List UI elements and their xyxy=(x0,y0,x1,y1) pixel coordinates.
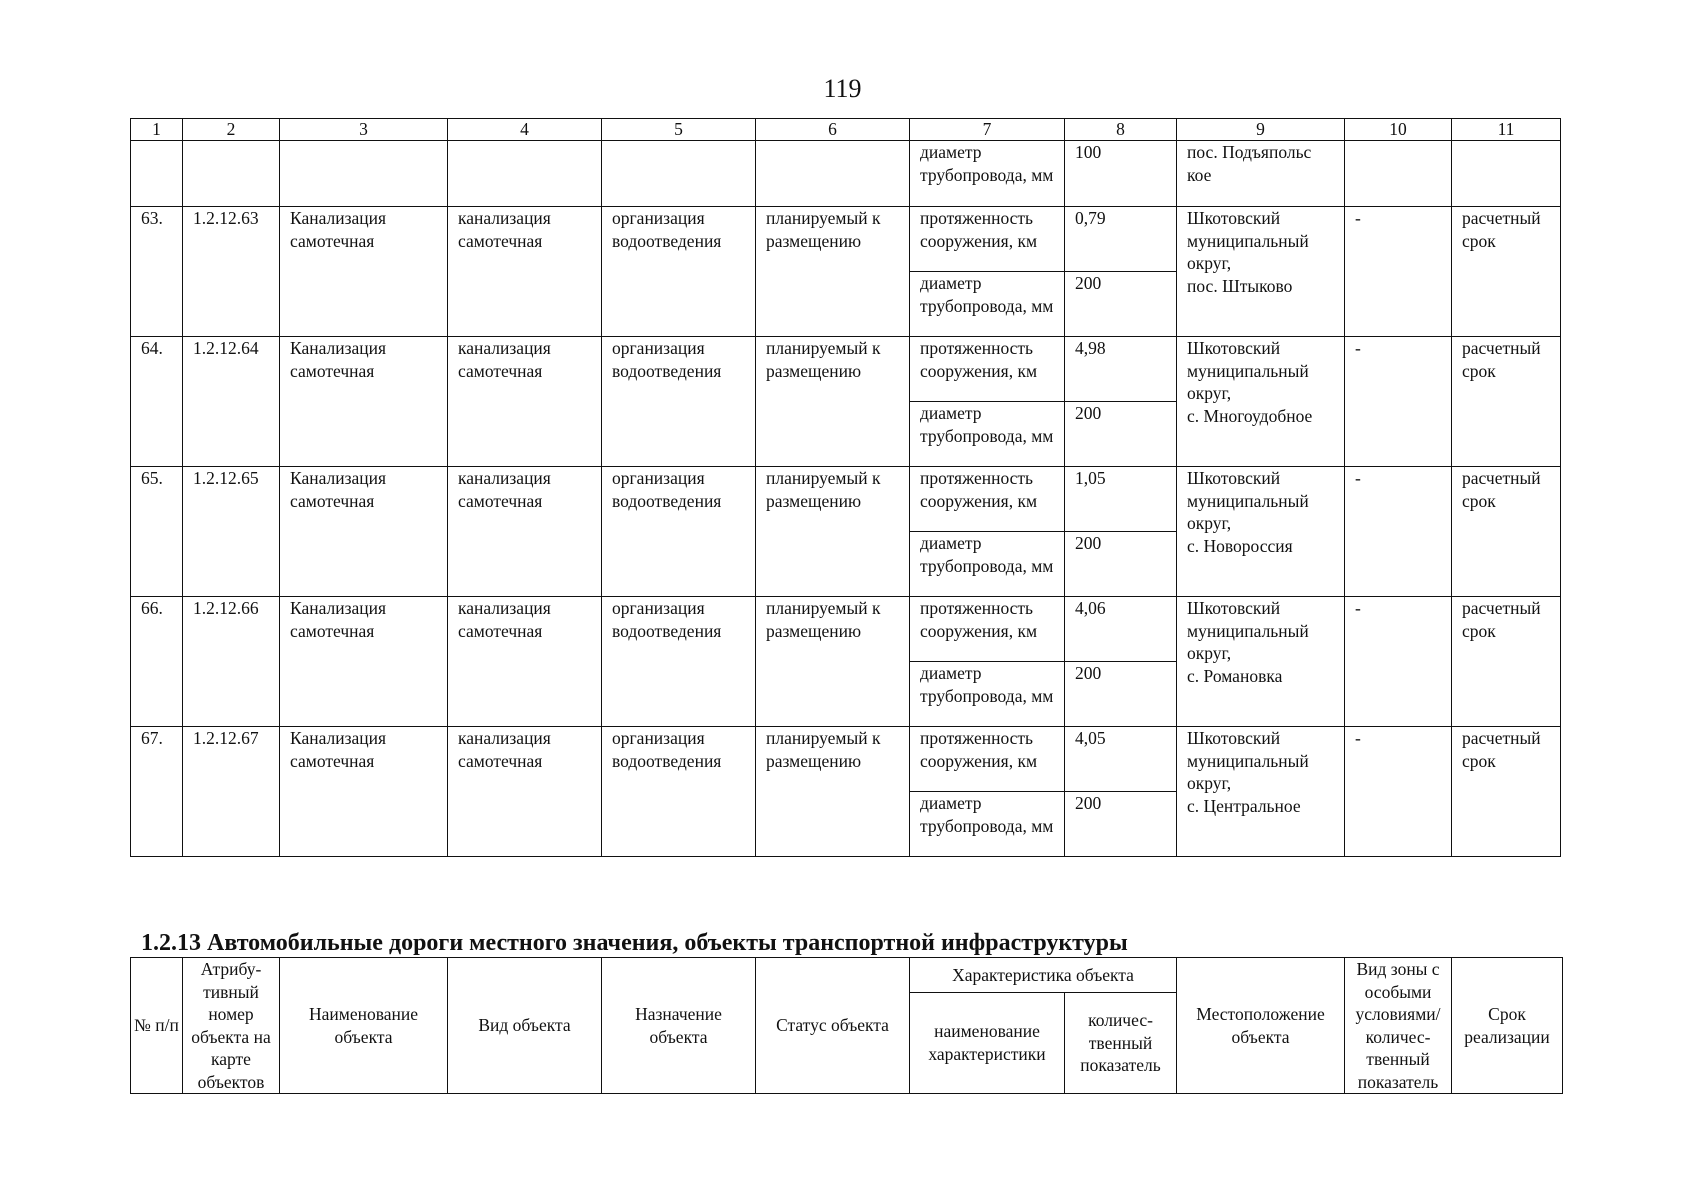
characteristic-value: 200 xyxy=(1065,272,1177,337)
object-status: планируемый к размещению xyxy=(756,337,910,467)
object-name: Канализация самотечная xyxy=(280,727,448,857)
header-purpose: Назначение объекта xyxy=(602,958,756,1094)
row-number: 63. xyxy=(131,207,183,337)
implementation-term: расчетный срок xyxy=(1452,467,1561,597)
location-district: Шкотовский муниципальный округ, xyxy=(1187,468,1309,533)
zone-value: - xyxy=(1345,467,1452,597)
zone-value: - xyxy=(1345,727,1452,857)
header-name: Наименование объекта xyxy=(280,958,448,1094)
location-locality: с. Романовка xyxy=(1187,665,1283,686)
characteristic-value: 200 xyxy=(1065,402,1177,467)
object-name: Канализация самотечная xyxy=(280,337,448,467)
characteristic-name: протяженность сооружения, км xyxy=(910,467,1065,532)
header-status: Статус объекта xyxy=(756,958,910,1094)
characteristic-value: 4,05 xyxy=(1065,727,1177,792)
object-kind: канализация самотечная xyxy=(448,207,602,337)
section-title: 1.2.13 Автомобильные дороги местного значения, объекты транспортной инфраструктуры xyxy=(141,930,1128,956)
continuation-row xyxy=(131,141,1561,207)
characteristic-name: протяженность сооружения, км xyxy=(910,337,1065,402)
object-location xyxy=(1177,597,1345,727)
page-number: 119 xyxy=(823,74,862,103)
object-kind: канализация самотечная xyxy=(448,727,602,857)
attribute-number: 1.2.12.63 xyxy=(183,207,280,337)
characteristic-name: диаметр трубопровода, мм xyxy=(910,272,1065,337)
column-number: 4 xyxy=(448,119,602,141)
characteristic-value: 0,79 xyxy=(1065,207,1177,272)
object-kind: канализация самотечная xyxy=(448,337,602,467)
table-row xyxy=(131,467,1561,532)
object-purpose: организация водоотведения xyxy=(602,727,756,857)
header-location: Местоположение объекта xyxy=(1177,958,1345,1094)
header-char-name: наименование характеристики xyxy=(910,992,1065,1093)
object-purpose: организация водоотведения xyxy=(602,467,756,597)
characteristic-value: 4,98 xyxy=(1065,337,1177,402)
characteristic-name: протяженность сооружения, км xyxy=(910,597,1065,662)
column-number: 11 xyxy=(1452,119,1561,141)
zone-value: - xyxy=(1345,207,1452,337)
row-number: 64. xyxy=(131,337,183,467)
object-name: Канализация самотечная xyxy=(280,467,448,597)
header-kind: Вид объекта xyxy=(448,958,602,1094)
object-status: планируемый к размещению xyxy=(756,207,910,337)
object-kind: канализация самотечная xyxy=(448,597,602,727)
object-location xyxy=(1177,467,1345,597)
characteristic-name: диаметр трубопровода, мм xyxy=(910,532,1065,597)
object-location xyxy=(1177,337,1345,467)
object-name: Канализация самотечная xyxy=(280,207,448,337)
column-number: 8 xyxy=(1065,119,1177,141)
section-header-table xyxy=(130,957,1563,1094)
column-number: 1 xyxy=(131,119,183,141)
location-locality: с. Многоудобное xyxy=(1187,405,1313,426)
object-status: планируемый к размещению xyxy=(756,597,910,727)
object-purpose: организация водоотведения xyxy=(602,337,756,467)
location-district: Шкотовский муниципальный округ, xyxy=(1187,728,1309,793)
object-location xyxy=(1177,727,1345,857)
object-name: Канализация самотечная xyxy=(280,597,448,727)
characteristic-name: диаметр трубопровода, мм xyxy=(910,662,1065,727)
location-district: Шкотовский муниципальный округ, xyxy=(1187,598,1309,663)
object-status: планируемый к размещению xyxy=(756,467,910,597)
location-locality: пос. Штыково xyxy=(1187,275,1293,296)
object-purpose: организация водоотведения xyxy=(602,597,756,727)
table-row xyxy=(131,727,1561,792)
characteristic-value: 200 xyxy=(1065,662,1177,727)
column-number: 2 xyxy=(183,119,280,141)
characteristic-name: диаметр трубопровода, мм xyxy=(910,141,1065,207)
column-number: 10 xyxy=(1345,119,1452,141)
row-number: 65. xyxy=(131,467,183,597)
characteristic-value: 4,06 xyxy=(1065,597,1177,662)
implementation-term: расчетный срок xyxy=(1452,337,1561,467)
object-purpose: организация водоотведения xyxy=(602,207,756,337)
column-number: 9 xyxy=(1177,119,1345,141)
row-number: 67. xyxy=(131,727,183,857)
attribute-number: 1.2.12.64 xyxy=(183,337,280,467)
header-term: Срок реализации xyxy=(1452,958,1563,1094)
header-zone: Вид зоны с особыми условиями/ количес-твенный показатель xyxy=(1345,958,1452,1094)
column-number: 5 xyxy=(602,119,756,141)
implementation-term: расчетный срок xyxy=(1452,207,1561,337)
column-number: 3 xyxy=(280,119,448,141)
characteristic-name: диаметр трубопровода, мм xyxy=(910,402,1065,467)
characteristic-name: диаметр трубопровода, мм xyxy=(910,792,1065,857)
implementation-term: расчетный срок xyxy=(1452,727,1561,857)
object-kind: канализация самотечная xyxy=(448,467,602,597)
location-locality: с. Центральное xyxy=(1187,795,1301,816)
attribute-number: 1.2.12.67 xyxy=(183,727,280,857)
attribute-number: 1.2.12.65 xyxy=(183,467,280,597)
object-status: планируемый к размещению xyxy=(756,727,910,857)
table-row xyxy=(131,207,1561,272)
zone-value: - xyxy=(1345,597,1452,727)
zone-value: - xyxy=(1345,337,1452,467)
row-number: 66. xyxy=(131,597,183,727)
location-locality: с. Новороссия xyxy=(1187,535,1293,556)
location-district: Шкотовский муниципальный округ, xyxy=(1187,338,1309,403)
characteristic-name: протяженность сооружения, км xyxy=(910,207,1065,272)
objects-table xyxy=(130,118,1561,857)
header-attr-number: Атрибу-тивный номер объекта на карте объектов xyxy=(183,958,280,1094)
implementation-term: расчетный срок xyxy=(1452,597,1561,727)
characteristic-value: 200 xyxy=(1065,532,1177,597)
characteristic-value: 1,05 xyxy=(1065,467,1177,532)
object-location: пос. Подъяпольс кое xyxy=(1177,141,1345,207)
characteristic-name: протяженность сооружения, км xyxy=(910,727,1065,792)
characteristic-value: 200 xyxy=(1065,792,1177,857)
location-district: Шкотовский муниципальный округ, xyxy=(1187,208,1309,273)
column-number: 6 xyxy=(756,119,910,141)
table-row xyxy=(131,597,1561,662)
column-number: 7 xyxy=(910,119,1065,141)
attribute-number: 1.2.12.66 xyxy=(183,597,280,727)
table-row xyxy=(131,337,1561,402)
header-characteristic: Характеристика объекта xyxy=(910,958,1177,993)
column-number-row xyxy=(131,119,1561,141)
object-location xyxy=(1177,207,1345,337)
characteristic-value: 100 xyxy=(1065,141,1177,207)
header-num: № п/п xyxy=(131,958,183,1094)
header-char-value: количес-твенный показатель xyxy=(1065,992,1177,1093)
